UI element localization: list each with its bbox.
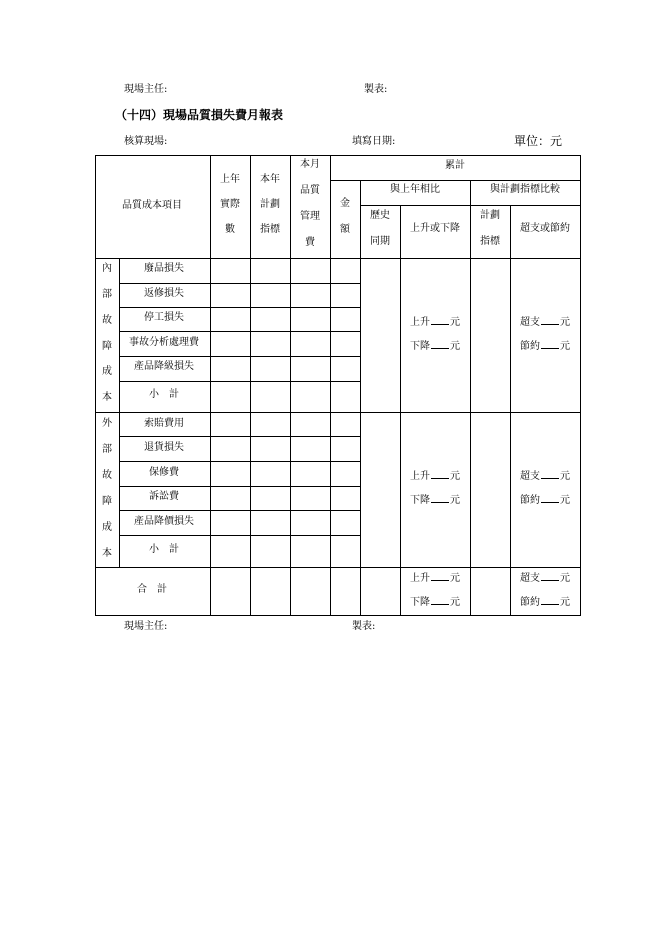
header-cumulative: 累計: [445, 160, 465, 171]
header-amount-1: 金: [340, 198, 350, 209]
header-rise-fall: 上升或下降: [410, 223, 460, 234]
group-internal-label-char: 成: [102, 366, 112, 377]
row-label: 保修費: [149, 467, 179, 478]
group-external-label-char: 成: [102, 522, 112, 533]
row-label: 停工損失: [144, 312, 184, 323]
group-internal-label-char: 故: [102, 315, 112, 326]
header-month-3: 管理: [300, 211, 320, 222]
site-label: 核算現場:: [124, 136, 168, 147]
save-field: 節約 元: [520, 597, 570, 608]
report-title: （十四）現場品質損失費月報表: [115, 108, 284, 122]
total-label: 合 計: [137, 584, 167, 595]
row-label: 訴訟費: [149, 491, 179, 502]
row-label: 事故分析處理費: [129, 337, 199, 348]
group-external-label-char: 外: [102, 418, 112, 429]
group-internal-label-char: 障: [102, 341, 112, 352]
header-quality-cost-item: 品質成本項目: [122, 200, 182, 211]
header-plan-index-1: 計劃: [480, 210, 500, 221]
row-label: 廢品損失: [144, 263, 184, 274]
row-label: 索賠費用: [144, 418, 184, 429]
header-this-year-2: 計劃: [260, 199, 280, 210]
top-prepared-by-label: 製表:: [364, 84, 388, 95]
row-label: 小 計: [149, 544, 179, 555]
header-vs-plan: 與計劃指標比較: [490, 184, 560, 195]
fall-field: 下降 元: [410, 597, 460, 608]
row-label: 產品降價損失: [134, 516, 194, 527]
over-field: 超支 元: [520, 573, 570, 584]
group-internal-label-char: 內: [102, 263, 112, 274]
rise-field: 上升 元: [410, 317, 460, 328]
date-label: 填寫日期:: [352, 136, 396, 147]
row-label: 小 計: [149, 389, 179, 400]
header-last-year-3: 數: [225, 224, 235, 235]
header-plan-index-2: 指標: [480, 236, 500, 247]
header-last-year-2: 實際: [220, 199, 240, 210]
top-supervisor-label: 現場主任:: [124, 84, 168, 95]
header-amount-2: 額: [340, 224, 350, 235]
header-over-save: 超支或節約: [520, 223, 570, 234]
rise-field: 上升 元: [410, 471, 460, 482]
header-month-2: 品質: [300, 185, 320, 196]
row-label: 返修損失: [144, 288, 184, 299]
fall-field: 下降 元: [410, 341, 460, 352]
header-history-2: 同期: [370, 236, 390, 247]
fall-field: 下降 元: [410, 495, 460, 506]
group-external-label-char: 故: [102, 470, 112, 481]
over-field: 超支 元: [520, 317, 570, 328]
row-label: 產品降級損失: [134, 361, 194, 372]
save-field: 節約 元: [520, 341, 570, 352]
group-external-label-char: 本: [102, 548, 112, 559]
group-external-label-char: 障: [102, 496, 112, 507]
row-label: 退貨損失: [144, 442, 184, 453]
header-month-4: 費: [305, 237, 315, 248]
header-vs-last-year: 與上年相比: [390, 184, 440, 195]
group-external-label-char: 部: [102, 444, 112, 455]
group-internal-label-char: 部: [102, 289, 112, 300]
rise-field: 上升 元: [410, 573, 460, 584]
bottom-prepared-by-label: 製表:: [352, 621, 376, 632]
bottom-supervisor-label: 現場主任:: [124, 621, 168, 632]
unit-label: 單位：元: [514, 134, 563, 148]
header-history-1: 歷史: [370, 210, 390, 221]
header-this-year-3: 指標: [260, 224, 280, 235]
header-this-year-1: 本年: [260, 174, 280, 185]
header-month-1: 本月: [300, 159, 320, 170]
header-last-year-1: 上年: [220, 174, 240, 185]
save-field: 節約 元: [520, 495, 570, 506]
group-internal-label-char: 本: [102, 392, 112, 403]
over-field: 超支 元: [520, 471, 570, 482]
